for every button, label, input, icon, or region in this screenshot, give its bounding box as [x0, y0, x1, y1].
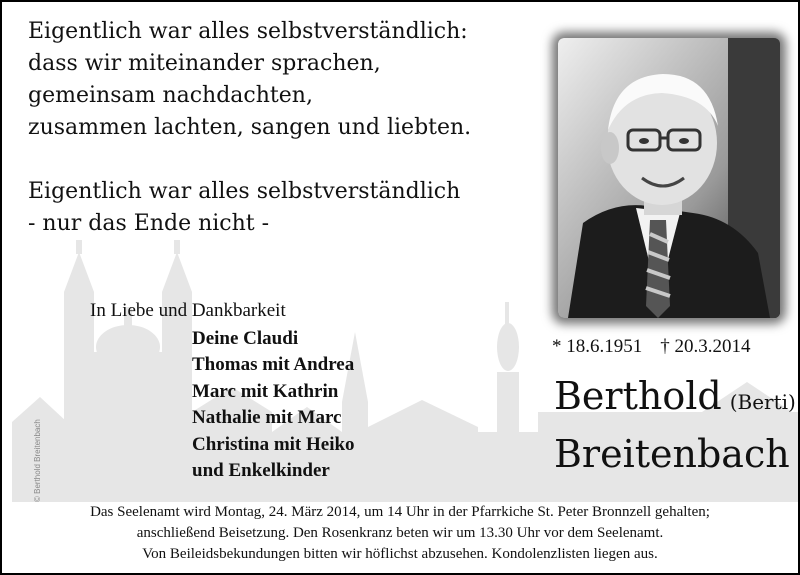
- deceased-first-name-line: [554, 374, 796, 418]
- mourner-name: Marc mit Kathrin: [192, 380, 339, 402]
- mourner-name: Deine Claudi: [192, 328, 299, 349]
- poem-line: gemeinsam nachdachten,: [28, 83, 313, 108]
- portrait-photo: [558, 38, 780, 318]
- portrait-illustration: [558, 38, 780, 318]
- mourners-intro: In Liebe und Dankbarkeit: [90, 300, 286, 321]
- first-name: Berthold: [554, 374, 722, 418]
- photo-credit: © Berthold Breitenbach: [33, 419, 42, 502]
- poem-line: Eigentlich war alles selbstverständlich: [28, 179, 461, 204]
- birth-date: * 18.6.1951: [552, 336, 643, 357]
- mourners-list: [192, 326, 355, 484]
- poem-line: - nur das Ende nicht -: [28, 211, 270, 236]
- mourner-name: Thomas mit Andrea: [192, 354, 355, 376]
- poem-line: Eigentlich war alles selbstverständlich:: [28, 19, 468, 44]
- life-dates: [552, 336, 769, 358]
- service-line: Von Beileidsbekundungen bitten wir höflichst abzusehen. Kondolenzlisten liegen aus.: [142, 546, 658, 562]
- service-info: [2, 502, 798, 565]
- service-line: anschließend Beisetzung. Den Rosenkranz beten wir um 13.30 Uhr vor dem Seelenamt.: [136, 525, 664, 541]
- last-name: Breitenbach: [554, 432, 790, 476]
- poem-line: zusammen lachten, sangen und liebten.: [28, 115, 472, 140]
- poem-line: dass wir miteinander sprachen,: [28, 51, 381, 76]
- mourner-name: und Enkelkinder: [192, 460, 330, 482]
- death-date: † 20.3.2014: [660, 336, 751, 357]
- nickname: (Berti): [729, 390, 796, 414]
- service-line: Das Seelenamt wird Montag, 24. März 2014, um 14 Uhr in der Pfarrkiche St. Peter Bronnzell gehalten;: [90, 504, 710, 520]
- mourner-name: Christina mit Heiko: [192, 433, 355, 455]
- poem: [28, 16, 471, 240]
- mourner-name: Nathalie mit Marc: [192, 407, 342, 429]
